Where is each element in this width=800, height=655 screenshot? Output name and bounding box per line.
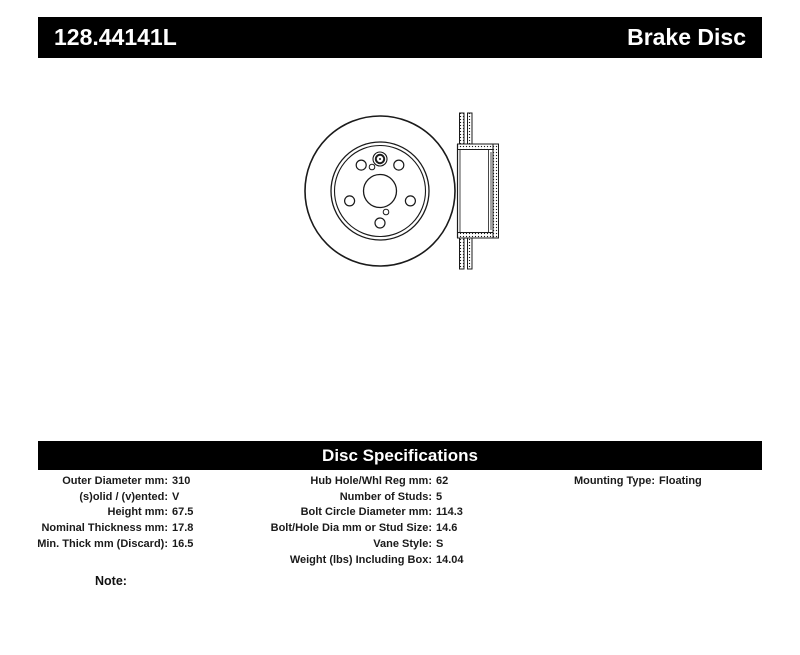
- spec-label: Weight (lbs) Including Box:: [289, 553, 432, 566]
- spec-row: [262, 505, 464, 521]
- spec-label: Number of Studs:: [339, 490, 432, 503]
- center-bore: [364, 175, 397, 208]
- spec-column-type: [535, 474, 702, 490]
- spec-row: [28, 505, 193, 521]
- spec-row: [28, 490, 193, 506]
- spec-row: [262, 521, 464, 537]
- note-label: Note:: [95, 574, 127, 588]
- brake-disc-front-view: [305, 116, 455, 266]
- spec-value: 14.6: [436, 522, 458, 535]
- spec-row: [262, 553, 464, 569]
- spec-value: 5: [436, 490, 443, 503]
- spec-column-dimensions: [28, 474, 193, 553]
- spec-value: Floating: [659, 475, 702, 487]
- spec-column-mounting: [262, 474, 464, 568]
- spec-label: Vane Style:: [373, 537, 432, 550]
- spec-row: [535, 474, 702, 490]
- spec-label: Hub Hole/Whl Reg mm:: [310, 475, 432, 487]
- spec-row: [262, 474, 464, 490]
- spec-label: Nominal Thickness mm:: [41, 522, 168, 535]
- spec-label: (s)olid / (v)ented:: [79, 490, 168, 503]
- spec-row: [262, 537, 464, 553]
- spec-label: Bolt/Hole Dia mm or Stud Size:: [270, 522, 432, 535]
- hub-register-hole: [373, 152, 387, 166]
- stud-hole: [375, 218, 385, 228]
- spec-row: [262, 490, 464, 506]
- spec-value: 114.3: [436, 506, 463, 519]
- stud-hole: [394, 160, 404, 170]
- spec-row: [28, 521, 193, 537]
- spec-label: Min. Thick mm (Discard):: [37, 537, 168, 550]
- spec-label: Outer Diameter mm:: [62, 475, 168, 487]
- spec-section-header: [38, 441, 762, 470]
- set-screw-hole: [383, 209, 389, 215]
- spec-value: 67.5: [172, 506, 194, 519]
- stud-hole: [345, 196, 355, 206]
- brake-disc-technical-drawing: [285, 100, 515, 285]
- stud-hole: [405, 196, 415, 206]
- spec-row: [28, 537, 193, 553]
- spec-value: S: [436, 537, 444, 550]
- spec-value: 62: [436, 475, 449, 487]
- brake-disc-cross-section-view: [458, 113, 499, 269]
- part-number: 128.44141L: [54, 24, 177, 50]
- set-screw-hole: [369, 164, 375, 170]
- product-type-title: Brake Disc: [627, 24, 746, 50]
- spec-value: 310: [172, 475, 191, 487]
- spec-value: 14.04: [436, 553, 464, 566]
- spec-value: V: [172, 490, 180, 503]
- spec-value: 16.5: [172, 537, 194, 550]
- spec-row: [28, 474, 193, 490]
- header-bar: [38, 17, 762, 58]
- stud-hole: [356, 160, 366, 170]
- spec-label: Mounting Type:: [573, 475, 655, 487]
- spec-label: Height mm:: [107, 506, 168, 519]
- spec-section-title: Disc Specifications: [322, 445, 478, 465]
- spec-value: 17.8: [172, 522, 194, 535]
- spec-label: Bolt Circle Diameter mm:: [300, 506, 432, 519]
